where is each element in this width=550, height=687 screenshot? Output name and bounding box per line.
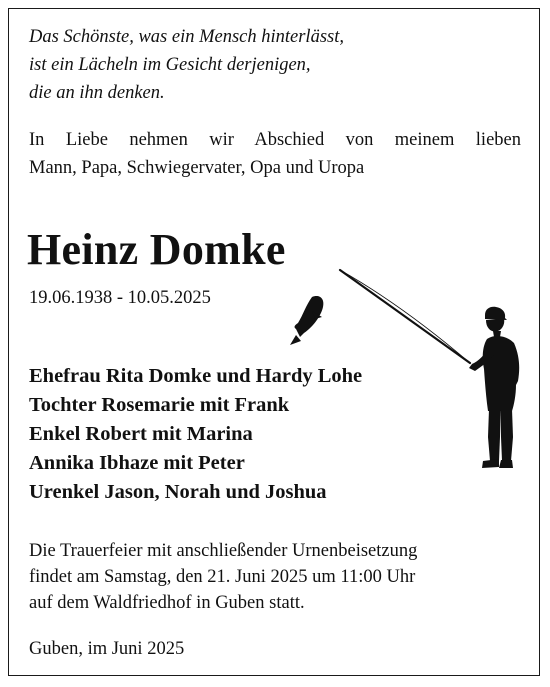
intro-line: Mann, Papa, Schwiegervater, Opa und Uropa xyxy=(29,158,365,178)
place-date-closing: Guben, im Juni 2025 xyxy=(29,639,185,659)
ceremony-info xyxy=(29,538,417,616)
life-dates: 19.06.1938 - 10.05.2025 xyxy=(29,288,211,308)
mourner-line: Urenkel Jason, Norah und Joshua xyxy=(29,481,327,503)
quote-line: Das Schönste, was ein Mensch hinterlässt, xyxy=(29,27,344,47)
intro-line: In Liebe nehmen wir Abschied von meinem lieben xyxy=(29,130,521,150)
ceremony-line: Die Trauerfeier mit anschließender Urnenbeisetzung xyxy=(29,541,418,561)
angler-silhouette-icon xyxy=(282,265,532,480)
ceremony-line: findet am Samstag, den 21. Juni 2025 um 11:00 Uhr xyxy=(29,567,416,587)
ceremony-line: auf dem Waldfriedhof in Guben statt. xyxy=(29,593,305,613)
mourner-line: Enkel Robert mit Marina xyxy=(29,423,253,445)
memorial-quote xyxy=(29,23,449,107)
farewell-intro xyxy=(29,126,521,182)
quote-line: die an ihn denken. xyxy=(29,83,165,103)
mourner-line: Ehefrau Rita Domke und Hardy Lohe xyxy=(29,365,363,387)
mourner-line: Annika Ibhaze mit Peter xyxy=(29,452,245,474)
deceased-name: Heinz Domke xyxy=(27,225,286,274)
quote-line: ist ein Lächeln im Gesicht derjenigen, xyxy=(29,55,311,75)
mourner-line: Tochter Rosemarie mit Frank xyxy=(29,394,290,416)
